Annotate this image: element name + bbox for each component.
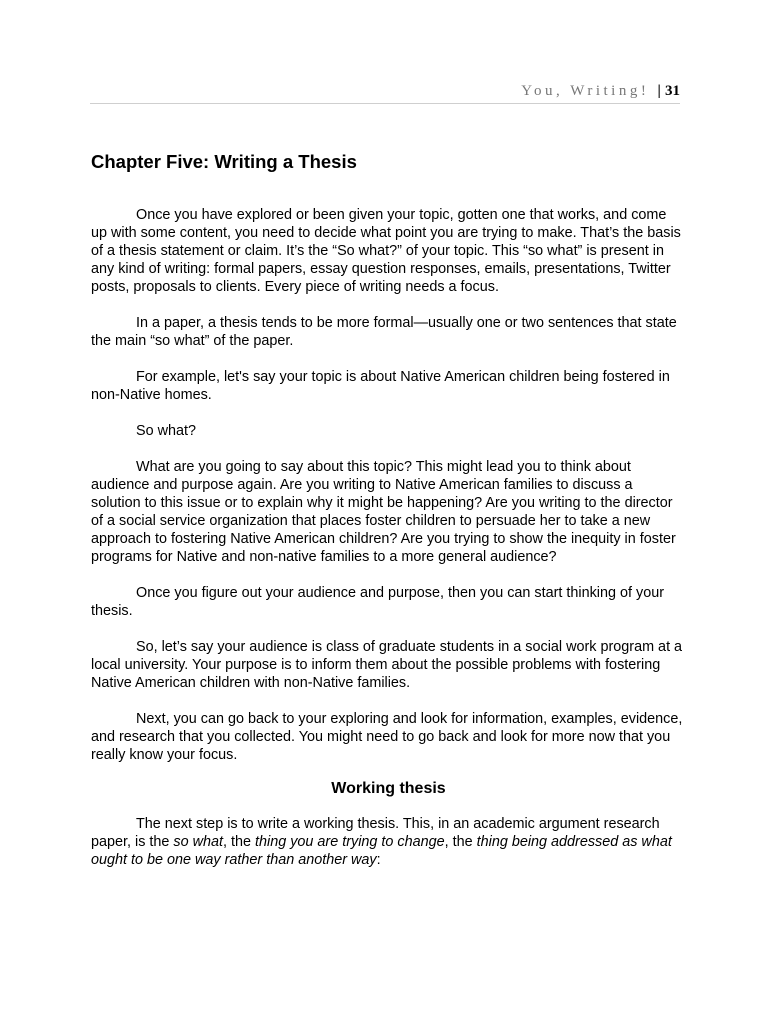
paragraph-example: For example, let's say your topic is about Native American children being fostered in non-Native homes. — [91, 369, 670, 403]
running-header — [90, 80, 680, 102]
page-number: 31 — [665, 83, 680, 99]
text-run: , the — [444, 834, 477, 850]
section-heading: Working thesis — [331, 780, 446, 797]
text-run: The next step is to write a working thesis. This, in an academic argument research paper, is the — [91, 816, 660, 850]
emphasis-thing-addressed: thing being addressed as what ought to be one way rather than another way — [91, 834, 672, 868]
body-text — [91, 206, 686, 887]
paragraph-so-what: So what? — [136, 423, 197, 439]
paragraph-next: Next, you can go back to your exploring and look for information, examples, evidence, and research that you collected. You might need to go back and look for more now that you really know your focus. — [91, 711, 683, 763]
paragraph-audience-example: So, let’s say your audience is class of graduate students in a social work program at a local university. Your purpose is to inform them about the possible problems with fostering Native American children with non-Native families. — [91, 639, 683, 691]
paragraph-formal-thesis: In a paper, a thesis tends to be more formal—usually one or two sentences that state the main “so what” of the paper. — [91, 315, 677, 349]
paragraph-working-thesis — [91, 815, 686, 869]
running-title: You, Writing! — [521, 83, 650, 99]
paragraph-figure-out: Once you figure out your audience and purpose, then you can start thinking of your thesis. — [91, 585, 664, 619]
text-run: : — [376, 852, 381, 868]
emphasis-thing-to-change: thing you are trying to change — [255, 834, 445, 850]
text-run: , the — [223, 834, 256, 850]
emphasis-so-what: so what — [173, 834, 224, 850]
paragraph-audience-questions: What are you going to say about this topic? This might lead you to think about audience and purpose again. Are you writing to Native American families to discuss a solution to this issue or to explain why it might be happening? Are you writing to the director of a social service organization that places foster children to persuade her to take a new approach to fostering Native American children? Are you trying to show the inequity in foster programs for Native and non-native families to a more general audience? — [91, 459, 676, 565]
paragraph-intro: Once you have explored or been given your topic, gotten one that works, and come up with some content, you need to decide what point you are trying to make. That’s the basis of a thesis statement or claim. It’s the “So what?” of your topic. This “so what” is present in any kind of writing: formal papers, essay question responses, emails, presentations, Twitter posts, proposals to clients. Every piece of writing needs a focus. — [91, 207, 681, 295]
chapter-title: Chapter Five: Writing a Thesis — [91, 151, 357, 172]
header-separator: | — [657, 83, 661, 99]
header-divider — [90, 103, 680, 104]
